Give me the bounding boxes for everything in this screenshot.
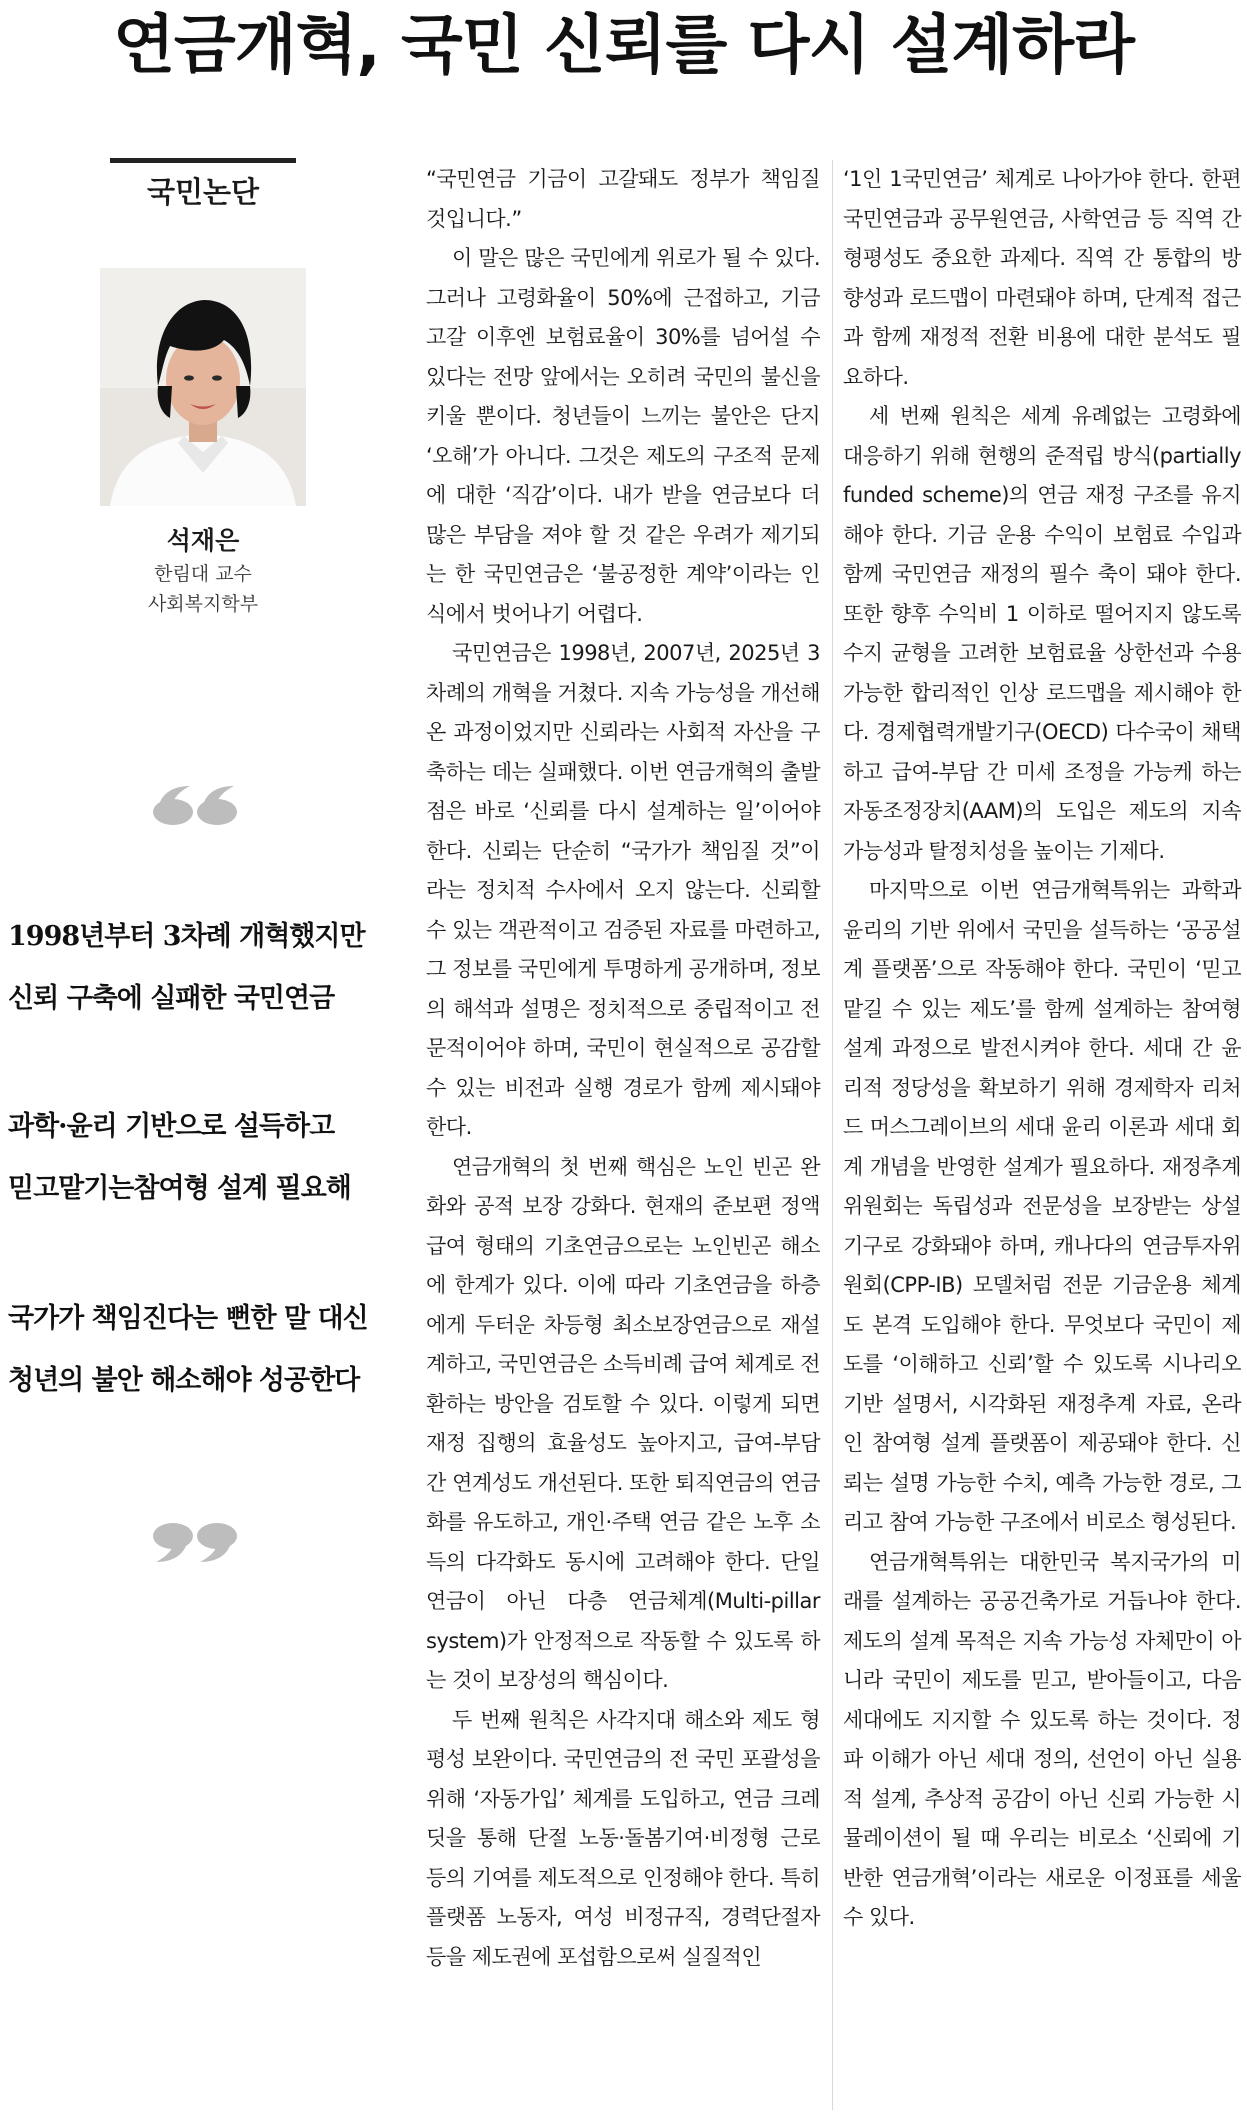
body-paragraph: “국민연금 기금이 고갈돼도 정부가 책임질 것입니다.” — [426, 167, 820, 231]
body-paragraph: 이 말은 많은 국민에게 위로가 될 수 있다. 그러나 고령화율이 50%에 근접하고, 기금 고갈 이후엔 보험료율이 30%를 넘어설 수 있다는 전망 앞에서는 오히려 국민의 불신을 키울 뿐이다. 청년들이 느끼는 불안은 단지 ‘오해’가 아니다. 그것은 제도의 구조적 문제에 대한 ‘직감’이다. 내가 받을 연금보다 더 많은 부담을 져야 할 것 같은 우려가 제기되는 한 국민연금은 ‘불공정한 계약’이라는 인식에서 벗어나기 어렵다. — [426, 246, 820, 626]
article-column-2 — [843, 160, 1241, 1938]
column-label: 국민논단 — [146, 175, 260, 209]
body-paragraph: 국민연금은 1998년, 2007년, 2025년 3차례의 개혁을 거쳤다. 지속 가능성을 개선해온 과정이었지만 신뢰라는 사회적 자산을 구축하는 데는 실패했다. 이번 연금개혁의 출발점은 바로 ‘신뢰를 다시 설계하는 일’이어야 한다. 신뢰는 단순히 “국가가 책임질 것”이라는 정치적 수사에서 오지 않는다. 신뢰할 수 있는 객관적이고 검증된 자료를 마련하고, 그 정보를 국민에게 투명하게 공개하며, 정보의 해석과 설명은 정치적으로 중립적이고 전문적이어야 하며, 국민이 현실적으로 공감할 수 있는 비전과 실행 경로가 함께 제시돼야 한다. — [426, 641, 820, 1139]
pull-quote-line: 1998년부터 3차례 개혁했지만 — [8, 921, 365, 952]
pull-quote-line: 과학·윤리 기반으로 설득하고 — [8, 1111, 335, 1142]
article-column-1 — [426, 160, 820, 1977]
open-quote-icon — [150, 782, 240, 828]
body-paragraph: 세 번째 원칙은 세계 유례없는 고령화에 대응하기 위해 현행의 준적립 방식(partially funded scheme)의 연금 재정 구조를 유지해야 한다. 기금 운용 수익이 보험료 수입과 함께 국민연금 재정의 필수 축이 돼야 한다. 또한 향후 수익비 1 이하로 떨어지지 않도록 수지 균형을 고려한 보험료율 상한선과 수용 가능한 합리적인 인상 로드맵을 제시해야 한다. 경제협력개발기구(OECD) 다수국이 채택하고 급여-부담 간 미세 조정을 가능케 하는 자동조정장치(AAM)의 도입은 제도의 지속 가능성과 탈정치성을 높이는 기제다. — [843, 404, 1241, 863]
body-paragraph: ‘1인 1국민연금’ 체계로 나아가야 한다. 한편 국민연금과 공무원연금, 사학연금 등 직역 간 형평성도 중요한 과제다. 직역 간 통합의 방향성과 로드맵이 마련돼야 하며, 단계적 접근과 함께 재정적 전환 비용에 대한 분석도 필요하다. — [843, 167, 1241, 389]
body-paragraph: 두 번째 원칙은 사각지대 해소와 제도 형평성 보완이다. 국민연금의 전 국민 포괄성을 위해 ‘자동가입’ 체계를 도입하고, 연금 크레딧을 통해 단절 노동·돌봄기여·비정형 근로 등의 기여를 제도적으로 인정해야 한다. 특히 플랫폼 노동자, 여성 비정규직, 경력단절자 등을 제도권에 포섭함으로써 실질적인 — [426, 1707, 820, 1969]
author-name: 석재은 — [166, 526, 240, 555]
author-photo — [100, 268, 306, 506]
body-paragraph: 연금개혁의 첫 번째 핵심은 노인 빈곤 완화와 공적 보장 강화다. 현재의 준보편 정액급여 형태의 기초연금으로는 노인빈곤 해소에 한계가 있다. 이에 따라 기초연금을 하층에게 두터운 차등형 최소보장연금으로 재설계하고, 국민연금은 소득비례 급여 체계로 전환하는 방안을 검토할 수 있다. 이렇게 되면 재정 집행의 효율성도 높아지고, 급여-부담 간 연계성도 개선된다. 또한 퇴직연금의 연금화를 유도하고, 개인·주택 연금 같은 노후 소득의 다각화도 동시에 고려해야 한다. 단일 연금이 아닌 다층 연금체계(Multi-pillar system)가 안정적으로 작동할 수 있도록 하는 것이 보장성의 핵심이다. — [426, 1154, 820, 1692]
headline: 연금개혁, 국민 신뢰를 다시 설계하라 — [113, 9, 1134, 83]
column-label-rule — [110, 158, 296, 163]
author-department: 사회복지학부 — [147, 593, 259, 615]
pull-quote-line: 신뢰 구축에 실패한 국민연금 — [8, 983, 335, 1014]
close-quote-icon — [150, 1520, 240, 1566]
column-divider — [832, 160, 833, 2110]
author-affiliation: 한림대 교수 — [154, 563, 252, 585]
body-paragraph: 마지막으로 이번 연금개혁특위는 과학과 윤리의 기반 위에서 국민을 설득하는 ‘공공설계 플랫폼’으로 작동해야 한다. 국민이 ‘믿고 맡길 수 있는 제도’를 함께 설계하는 참여형 설계 과정으로 발전시켜야 한다. 세대 간 윤리적 정당성을 확보하기 위해 경제학자 리처드 머스그레이브의 세대 윤리 이론과 세대 회계 개념을 반영한 설계가 필요하다. 재정추계위원회는 독립성과 전문성을 보장받는 상설 기구로 강화돼야 하며, 캐나다의 연금투자위원회(CPP-IB) 모델처럼 전문 기금운용 체계도 본격 도입해야 한다. 무엇보다 국민이 제도를 ‘이해하고 신뢰’할 수 있도록 시나리오 기반 설명서, 시각화된 재정추계 자료, 온라인 참여형 설계 플랫폼이 제공돼야 한다. 신뢰는 설명 가능한 수치, 예측 가능한 경로, 그리고 참여 가능한 구조에서 비로소 형성된다. — [843, 878, 1241, 1534]
pull-quote-line: 믿고맡기는참여형 설계 필요해 — [8, 1173, 351, 1204]
pull-quote-line: 청년의 불안 해소해야 성공한다 — [8, 1365, 360, 1396]
body-paragraph: 연금개혁특위는 대한민국 복지국가의 미래를 설계하는 공공건축가로 거듭나야 한다. 제도의 설계 목적은 지속 가능성 자체만이 아니라 국민이 제도를 믿고, 받아들이고, 다음 세대에도 지지할 수 있도록 하는 것이다. 정파 이해가 아닌 세대 정의, 선언이 아닌 실용적 설계, 추상적 공감이 아닌 신뢰 가능한 시뮬레이션이 될 때 우리는 비로소 ‘신뢰에 기반한 연금개혁’이라는 새로운 이정표를 세울 수 있다. — [843, 1549, 1241, 1929]
pull-quote-line: 국가가 책임진다는 뻔한 말 대신 — [8, 1303, 368, 1334]
